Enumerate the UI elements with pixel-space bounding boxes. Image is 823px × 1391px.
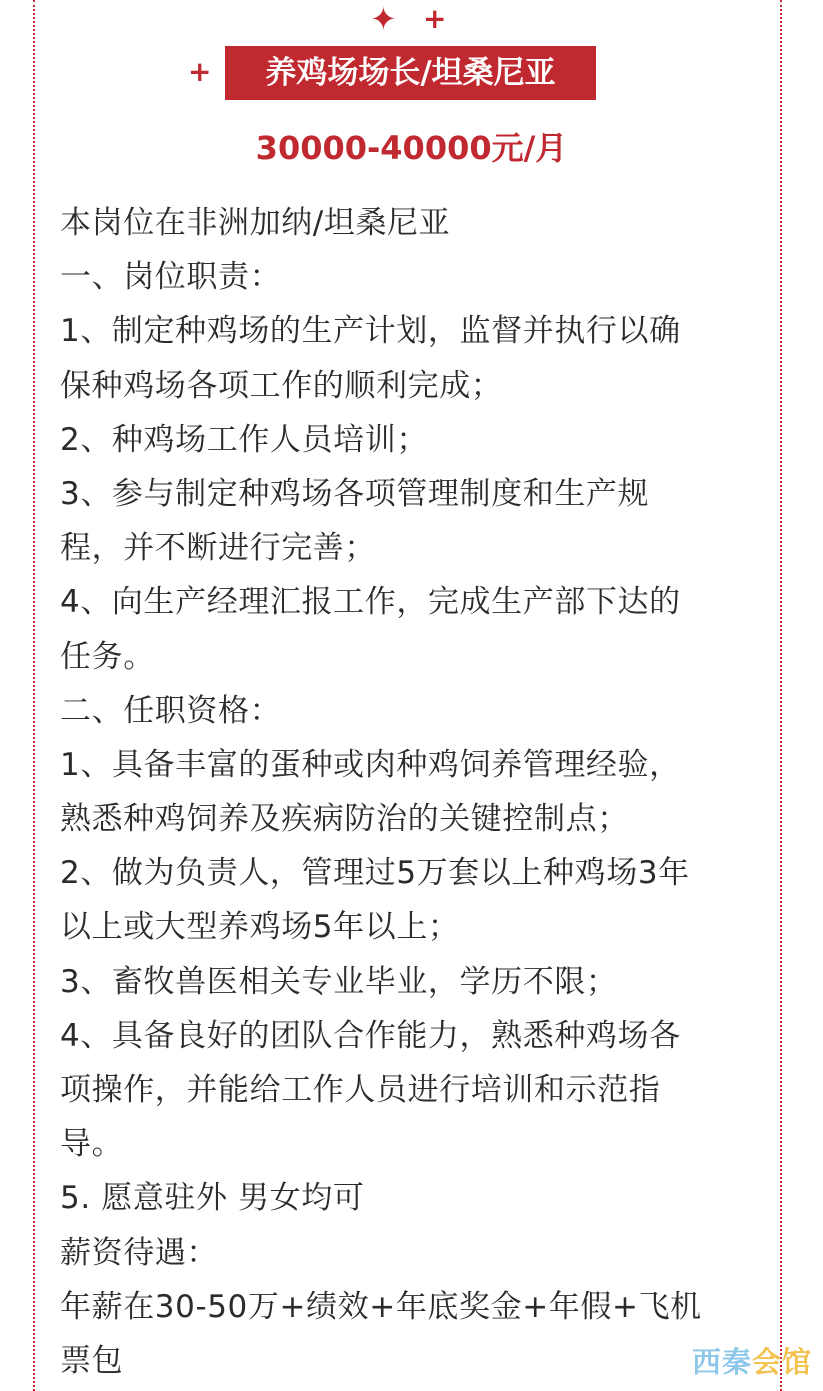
job-title-banner: 养鸡场场长/坦桑尼亚	[225, 46, 596, 100]
description-line: 5. 愿意驻外 男女均可	[60, 1180, 365, 1217]
description-line: 1、具备丰富的蛋种或肉种鸡饲养管理经验，	[60, 746, 681, 783]
watermark-logo	[692, 1342, 812, 1382]
job-description	[60, 196, 762, 1388]
description-line: 项操作，并能给工作人员进行培训和示范指	[60, 1072, 661, 1108]
right-dotted-border	[780, 0, 782, 1391]
description-line: 3、参与制定种鸡场各项管理制度和生产规	[60, 475, 650, 512]
description-line: 票包	[60, 1342, 124, 1379]
left-dotted-border	[33, 0, 35, 1391]
description-line: 4、向生产经理汇报工作，完成生产部下达的	[60, 584, 681, 621]
description-line: 熟悉种鸡饲养及疾病防治的关键控制点；	[60, 801, 629, 838]
section-heading-qualifications: 二、任职资格：	[60, 692, 282, 729]
section-heading-duties: 一、岗位职责：	[60, 259, 282, 296]
description-line: 4、具备良好的团队合作能力，熟悉种鸡场各	[60, 1017, 681, 1054]
watermark-part-1: 西秦	[692, 1345, 753, 1379]
plus-icon: +	[423, 2, 447, 35]
description-line: 保种鸡场各项工作的顺利完成；	[60, 367, 503, 404]
description-line: 1、制定种鸡场的生产计划，监督并执行以确	[60, 313, 681, 350]
star-icon: ✦	[370, 0, 397, 38]
description-line: 3、畜牧兽医相关专业毕业，学历不限；	[60, 963, 618, 1000]
description-line: 2、种鸡场工作人员培训；	[60, 421, 428, 458]
description-line: 2、做为负责人，管理过5万套以上种鸡场3年	[60, 855, 690, 892]
description-line: 年薪在30-50万+绩效+年底奖金+年假+飞机	[60, 1288, 702, 1325]
description-line: 程，并不断进行完善；	[60, 530, 376, 567]
description-line: 导。	[60, 1126, 124, 1163]
section-heading-benefits: 薪资待遇：	[60, 1234, 218, 1271]
description-line: 以上或大型养鸡场5年以上；	[60, 909, 460, 946]
watermark-part-2: 会馆	[752, 1345, 813, 1379]
salary-range: 30000-40000元/月	[255, 129, 568, 167]
plus-icon: +	[188, 55, 212, 88]
description-line: 本岗位在非洲加纳/坦桑尼亚	[60, 205, 451, 241]
description-line: 任务。	[60, 638, 155, 675]
